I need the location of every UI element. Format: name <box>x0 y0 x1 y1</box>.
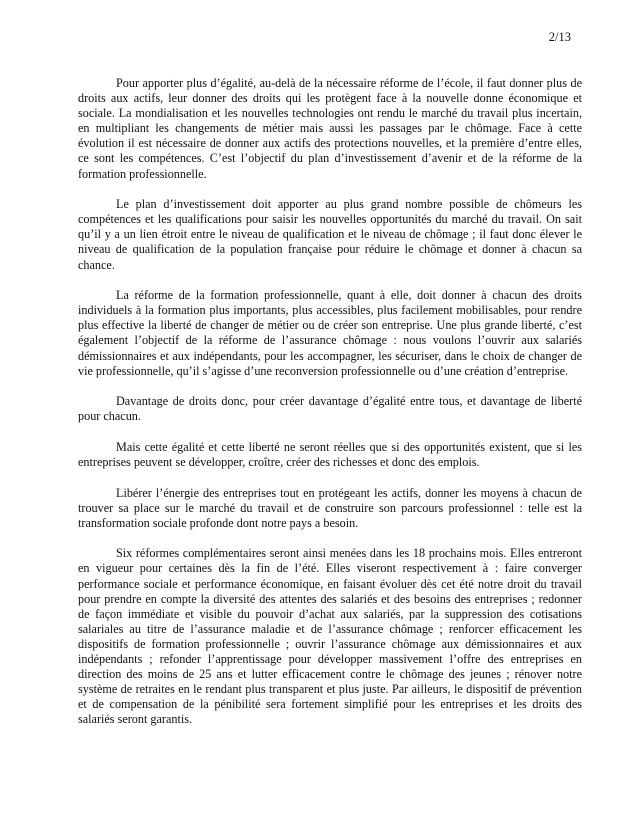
body-text <box>78 76 582 743</box>
page-number: 2/13 <box>548 30 571 44</box>
paragraph: Pour apporter plus d’égalité, au-delà de la nécessaire réforme de l’école, il faut donner plus de droits aux actifs, leur donner des droits qui les protègent face à la nouvelle donne économique et sociale. La mondialisation et les nouvelles technologies ont rendu le marché du travail plus incertain, en multipliant les changements de métier mais aussi les passages par le chômage. Face à cette évolution il est nécessaire de donner aux actifs des protections nouvelles, et la première d’entre elles, ce sont les compétences. C’est l’objectif du plan d’investissement d’avenir et de la réforme de la formation professionnelle. <box>78 76 582 181</box>
paragraph: La réforme de la formation professionnelle, quant à elle, doit donner à chacun des droits individuels à la formation plus importants, plus accessibles, plus facilement mobilisables, pour rendre plus effective la liberté de changer de métier ou de créer son entreprise. Une plus grande liberté, c’est également l’objectif de la réforme de l’assurance chômage : nous voulons l’ouvrir aux salariés démissionnaires et aux indépendants, pour les accompagner, les sécuriser, dans le choix de changer de vie professionnelle, qu’il s’agisse d’une reconversion professionnelle ou d’une création d’entreprise. <box>78 288 582 378</box>
paragraph: Mais cette égalité et cette liberté ne seront réelles que si des opportunités existent, que si les entreprises peuvent se développer, croître, créer des richesses et donc des emplois. <box>78 439 582 469</box>
paragraph: Six réformes complémentaires seront ainsi menées dans les 18 prochains mois. Elles entreront en vigueur pour certaines dès la fin de l’été. Elles viseront respectivement à : faire converger performance sociale et performance économique, en faisant évoluer dès cet été notre droit du travail pour prendre en compte la diversité des attentes des salariés et des besoins des entreprises ; redonner de façon immédiate et visible du pouvoir d’achat aux salariés, par la suppression des cotisations salariales au titre de l’assurance maladie et de l’assurance chômage ; renforcer efficacement les dispositifs de formation professionnelle ; ouvrir l’assurance chômage aux démissionnaires et aux indépendants ; refonder l’apprentissage pour développer massivement l’offre des entreprises en direction des moins de 25 ans et lutter efficacement contre le chômage des jeunes ; rénover notre système de retraites en le rendant plus transparent et plus juste. Par ailleurs, le dispositif de prévention et de compensation de la pénibilité sera fortement simplifié pour les entreprises et les droits des salariés seront garantis. <box>78 546 582 727</box>
paragraph: Libérer l’énergie des entreprises tout en protégeant les actifs, donner les moyens à chacun de trouver sa place sur le marché du travail et de construire son parcours professionnel : telle est la transformation sociale profonde dont notre pays a besoin. <box>78 485 582 530</box>
paragraph: Davantage de droits donc, pour créer davantage d’égalité entre tous, et davantage de liberté pour chacun. <box>78 394 582 424</box>
paragraph: Le plan d’investissement doit apporter au plus grand nombre possible de chômeurs les compétences et les qualifications pour saisir les nouvelles opportunités du marché du travail. On sait qu’il y a un lien étroit entre le niveau de qualification et le niveau de chômage ; il faut donc élever le niveau de qualification de la population française pour réduire le chômage et donner à chacun sa chance. <box>78 197 582 272</box>
